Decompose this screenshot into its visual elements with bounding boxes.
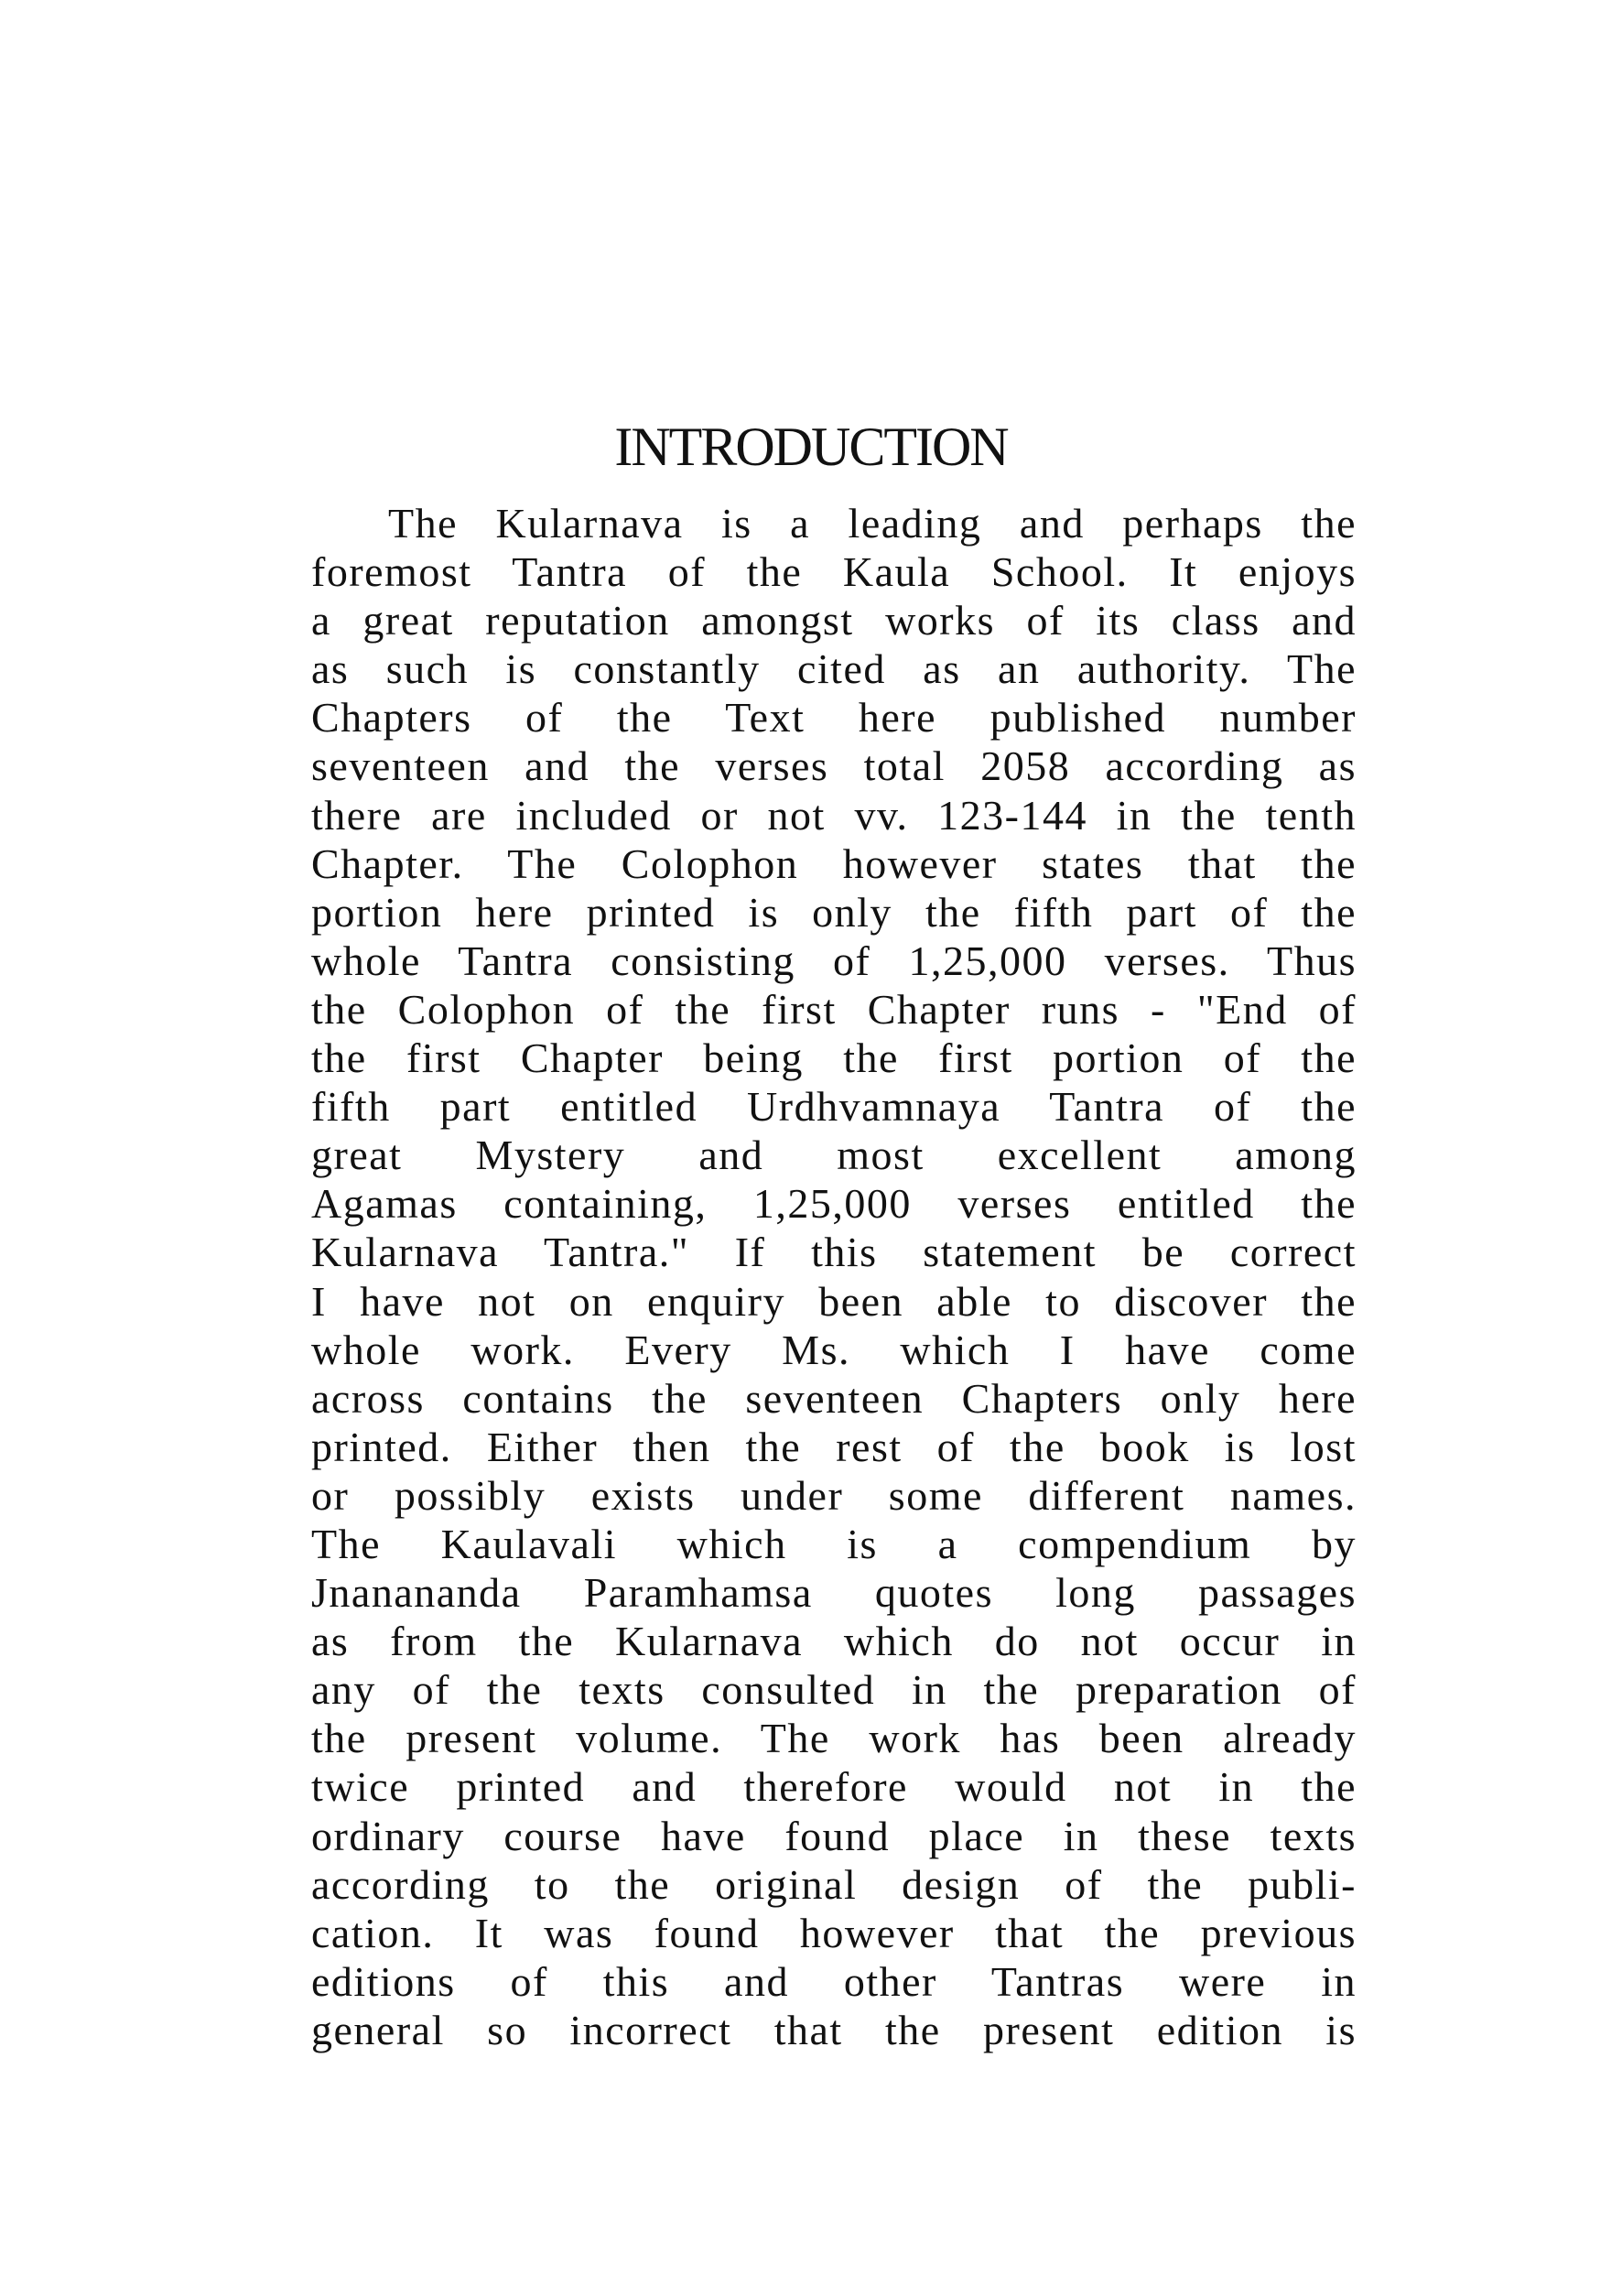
text-line: Kularnava Tantra." If this statement be correct [311,1229,1357,1276]
text-line: across contains the seventeen Chapters only here [311,1374,1357,1422]
text-line: The Kaulavali which is a compendium by [311,1520,1357,1567]
text-line: Chapters of the Text here published number [311,694,1357,742]
text-line: general so incorrect that the present edition is [311,2006,1357,2053]
text-line: seventeen and the verses total 2058 according as [311,742,1357,790]
text-line: there are included or not vv. 123-144 in the tenth [311,791,1357,839]
text-line: printed. Either then the rest of the book is lost [311,1423,1357,1470]
text-line: cation. It was found however that the previous [311,1909,1357,1956]
page-title: INTRODUCTION [614,417,1008,477]
text-line: as such is constantly cited as an authority. The [311,645,1357,693]
text-line: whole Tantra consisting of 1,25,000 verses. Thus [311,937,1357,984]
text-line: any of the texts consulted in the preparation of [311,1666,1357,1714]
text-line: as from the Kularnava which do not occur in [311,1618,1357,1665]
text-line: fifth part entitled Urdhvamnaya Tantra of the [311,1083,1357,1131]
text-line: portion here printed is only the fifth part of the [311,888,1357,936]
text-line: The Kularnava is a leading and perhaps the [388,500,1357,547]
text-line: Agamas containing, 1,25,000 verses entitled the [311,1180,1357,1228]
introduction-body [311,499,1357,2054]
text-line: foremost Tantra of the Kaula School. It enjoys [311,548,1357,596]
text-line: Jnanananda Paramhamsa quotes long passages [311,1569,1357,1617]
text-line: whole work. Every Ms. which I have come [311,1326,1357,1373]
text-line: a great reputation amongst works of its class and [311,597,1357,644]
text-line: the present volume. The work has been already [311,1715,1357,1762]
text-line: the first Chapter being the first portion of the [311,1034,1357,1082]
text-line: editions of this and other Tantras were in [311,1957,1357,2005]
text-line: Chapter. The Colophon however states that the [311,839,1357,887]
text-line: great Mystery and most excellent among [311,1132,1357,1179]
text-line: twice printed and therefore would not in the [311,1763,1357,1811]
text-line: the Colophon of the first Chapter runs - "End of [311,985,1357,1033]
text-line: ordinary course have found place in these texts [311,1812,1357,1859]
text-line: I have not on enquiry been able to discover the [311,1277,1357,1325]
text-line: or possibly exists under some different names. [311,1471,1357,1519]
text-line: according to the original design of the publi- [311,1860,1357,1908]
